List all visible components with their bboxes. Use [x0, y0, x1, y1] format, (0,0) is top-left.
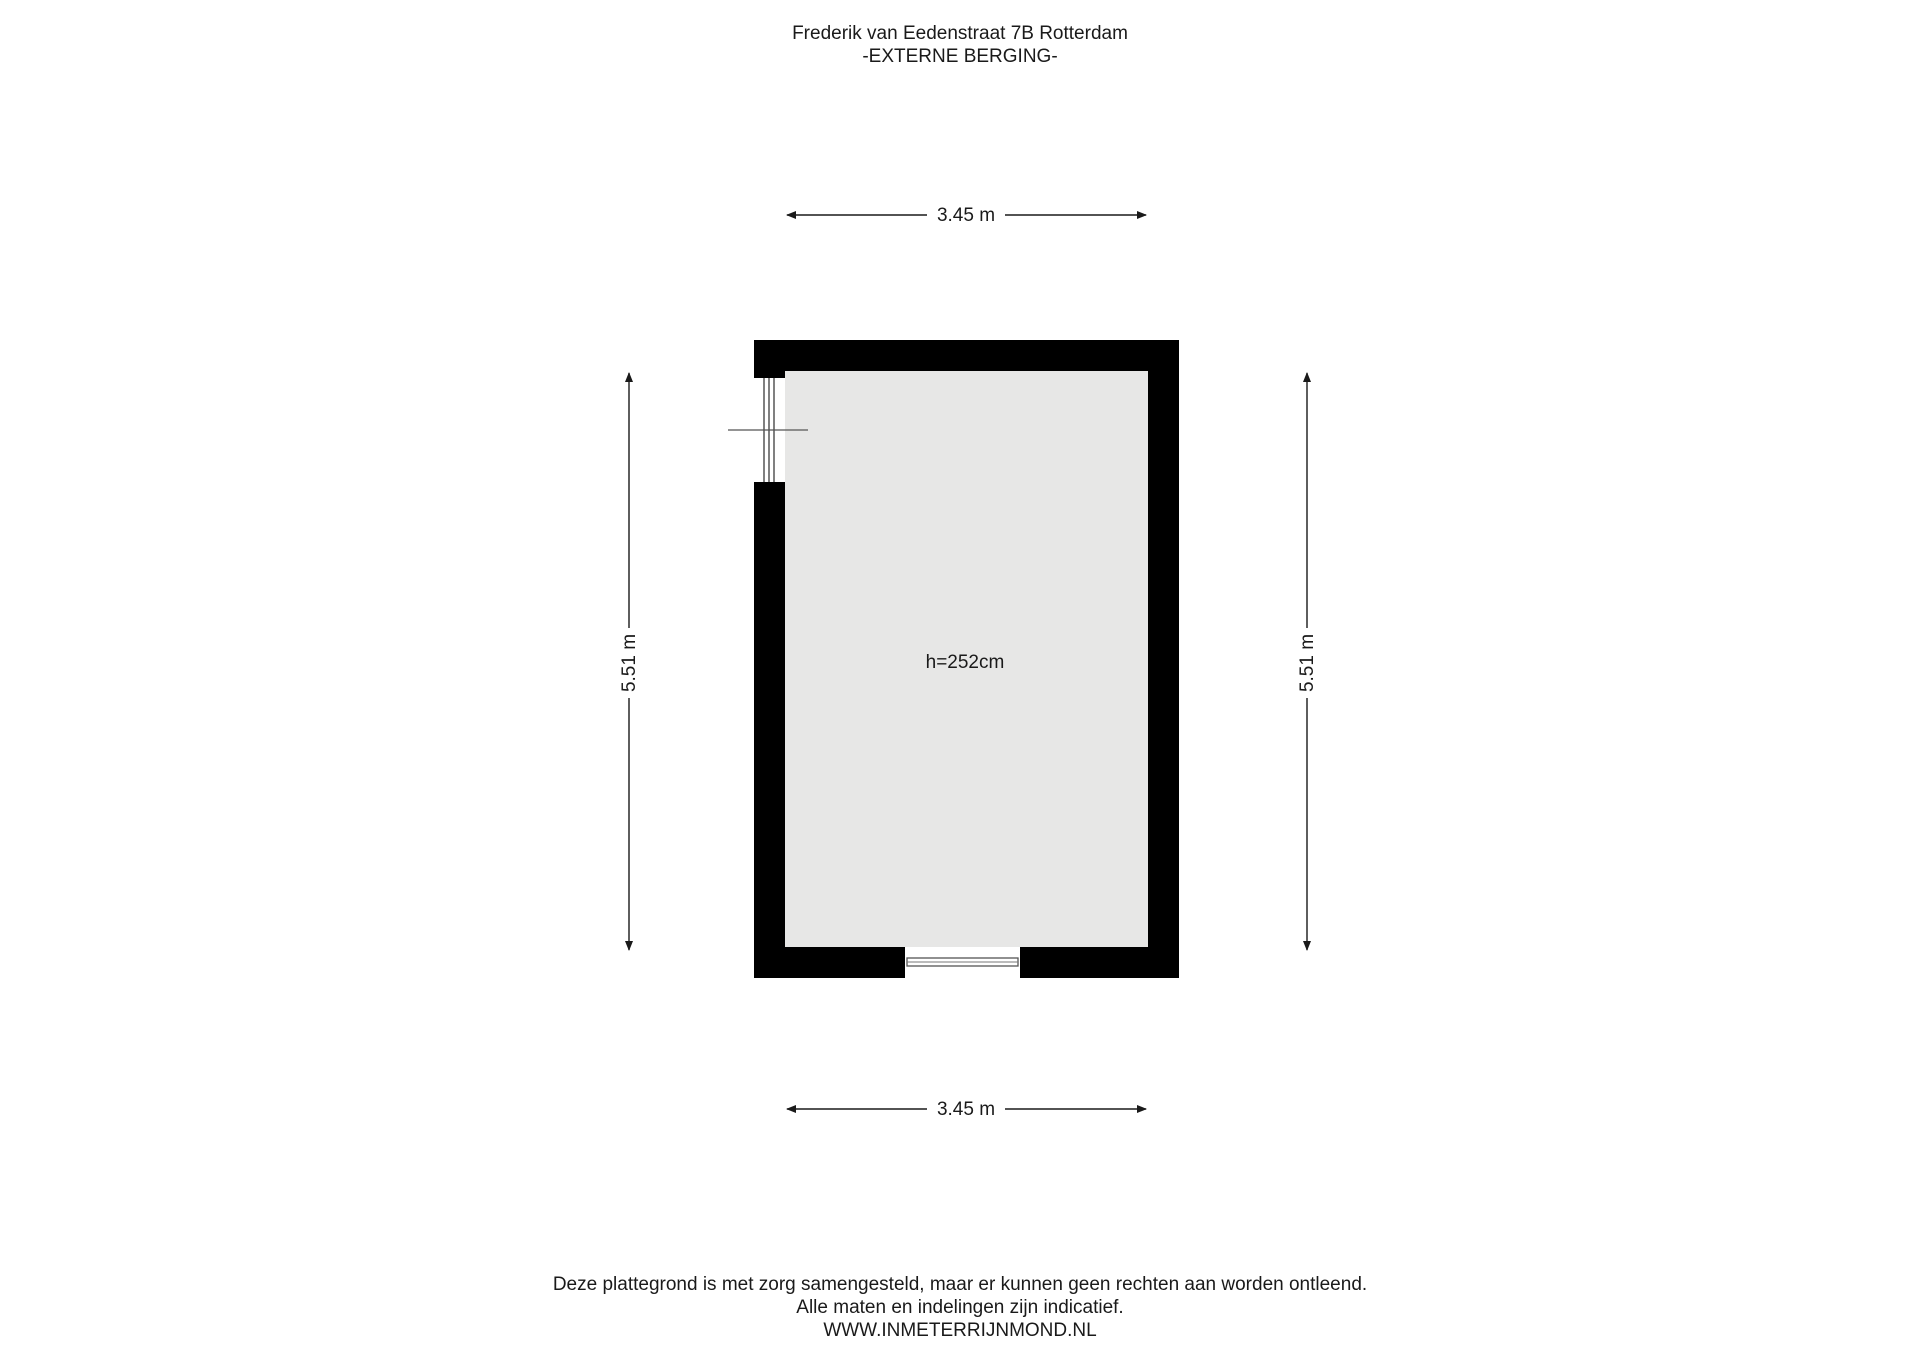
bottom-dimension	[787, 1099, 1146, 1120]
ceiling-height-label: h=252cm	[925, 652, 1005, 673]
wall-bottom-left	[754, 947, 905, 978]
wall-left-lower	[754, 482, 785, 978]
left-dimension	[619, 373, 640, 950]
top-dimension	[787, 205, 1146, 226]
top-width-label: 3.45 m	[936, 205, 996, 226]
wall-right	[1148, 340, 1179, 978]
floor-name: -EXTERNE BERGING-	[862, 46, 1058, 67]
wall-left-upper	[754, 340, 785, 378]
indicative-note: Alle maten en indelingen zijn indicatief.	[796, 1297, 1124, 1318]
wall-top	[754, 340, 1179, 371]
website-text: WWW.INMETERRIJNMOND.NL	[823, 1320, 1097, 1341]
wall-bottom-right	[1020, 947, 1179, 978]
right-length-label: 5.51 m	[1297, 633, 1318, 693]
left-length-label: 5.51 m	[619, 633, 640, 693]
disclaimer-text: Deze plattegrond is met zorg samengesteld, maar er kunnen geen rechten aan worden ontleend.	[552, 1274, 1368, 1295]
plan-footer	[0, 1273, 1920, 1342]
address-title: Frederik van Eedenstraat 7B Rotterdam	[792, 23, 1128, 44]
bottom-width-label: 3.45 m	[936, 1099, 996, 1120]
right-dimension	[1297, 373, 1318, 950]
window	[905, 951, 1020, 973]
